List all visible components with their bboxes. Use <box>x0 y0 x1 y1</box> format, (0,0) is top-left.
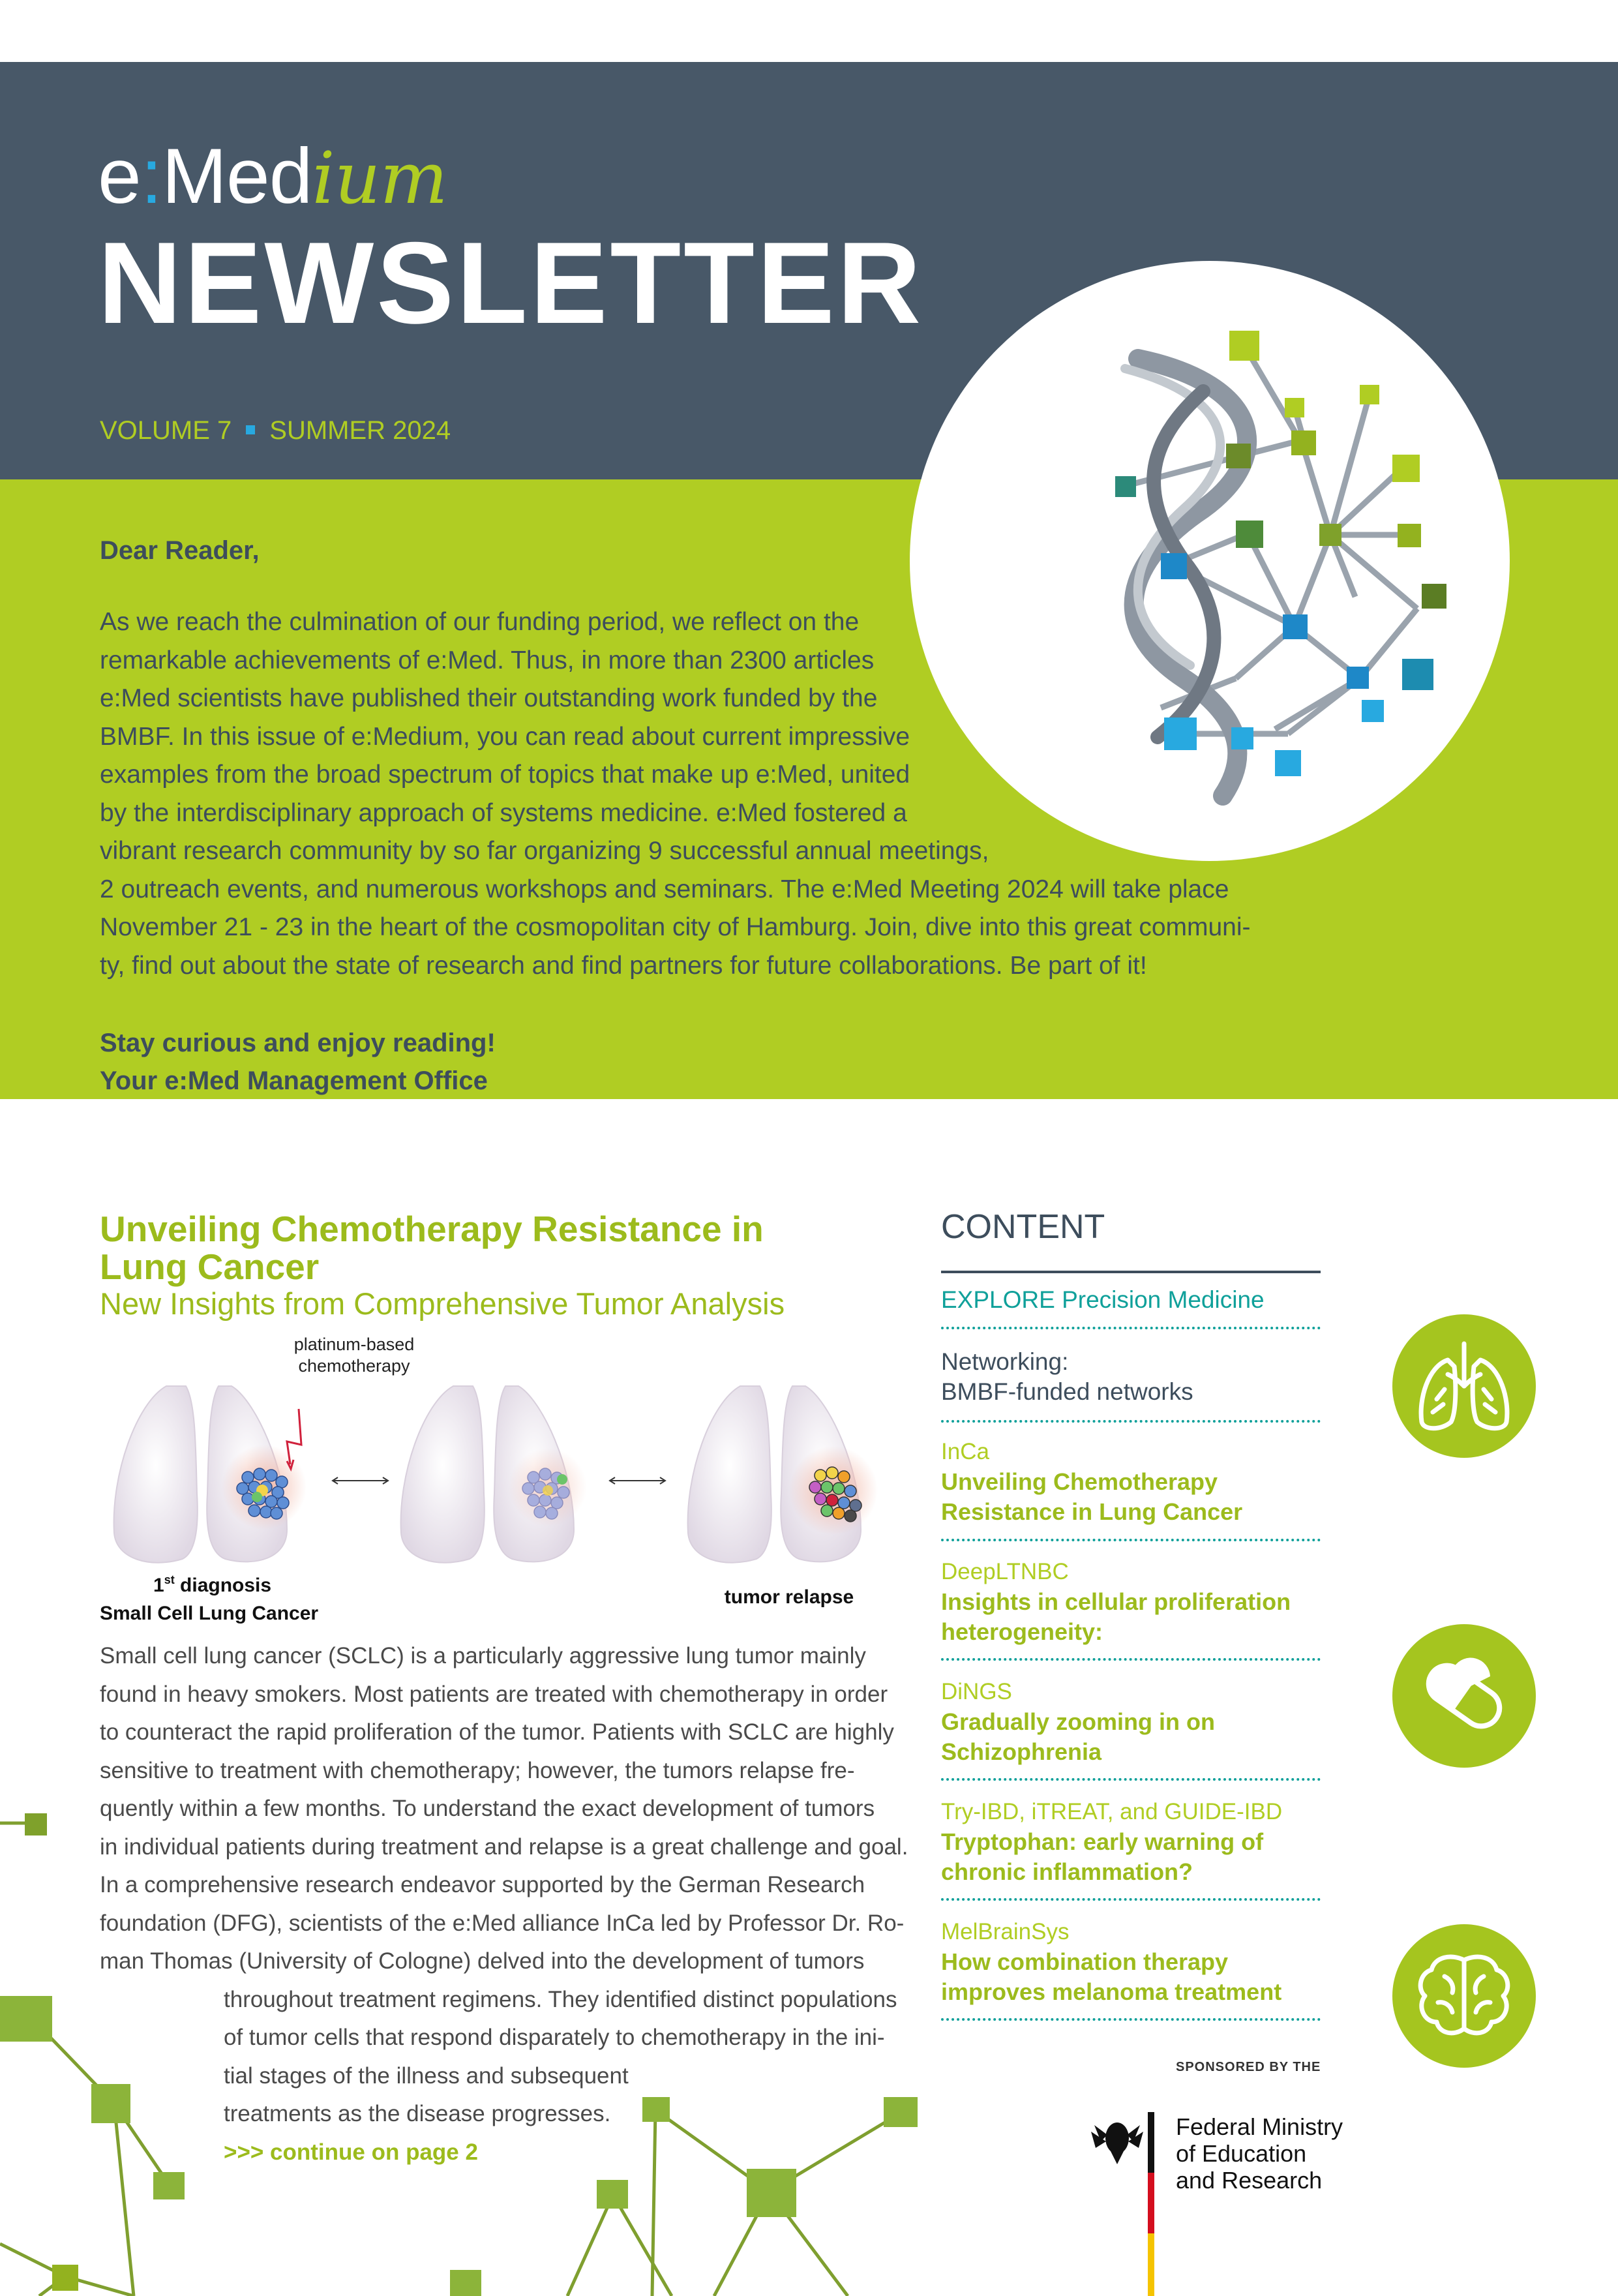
brain-icon <box>1392 1924 1536 2068</box>
article-line: quently within a few months. To understand the exact development of tumors <box>100 1796 875 1821</box>
toc-item-deepltnbc[interactable]: DeepLTNBC Insights in cellular proliferation heterogeneity: <box>941 1557 1321 1647</box>
intro-line: examples from the broad spectrum of topics that make up e:Med, united <box>100 761 910 789</box>
article-line: of tumor cells that respond disparately to chemotherapy in the ini- <box>224 2025 885 2050</box>
toc-divider <box>941 1539 1321 1541</box>
label-diagnosis: 1st diagnosis <box>153 1573 272 1596</box>
newsletter-title: NEWSLETTER <box>98 218 924 348</box>
label-chemo-2: chemotherapy <box>298 1356 410 1376</box>
article-line: treatments as the disease progresses. <box>224 2101 611 2126</box>
article-line: foundation (DFG), scientists of the e:Med alliance InCa led by Professor Dr. Ro- <box>100 1910 905 1936</box>
intro-line: As we reach the culmination of our funding period, we reflect on the <box>100 608 860 636</box>
continue-link[interactable]: >>> continue on page 2 <box>224 2139 478 2165</box>
toc-divider <box>941 1420 1321 1423</box>
bmbf-eagle-logo <box>1088 2112 1160 2296</box>
intro-line: remarkable achievements of e:Med. Thus, in more than 2300 articles <box>100 646 875 674</box>
separator-square <box>246 425 255 434</box>
label-relapse: tumor relapse <box>724 1586 854 1608</box>
bmbf-name: Federal Ministry of Education and Research <box>1176 2113 1343 2194</box>
emedium-logo: e:Medium <box>98 132 447 220</box>
label-chemo-1: platinum-based <box>293 1335 415 1354</box>
article-subtitle: New Insights from Comprehensive Tumor Analysis <box>100 1286 785 1321</box>
toc-item-dings[interactable]: DiNGS Gradually zooming in on Schizophrenia <box>941 1677 1321 1767</box>
article-line: In a comprehensive research endeavor supported by the German Research <box>100 1872 865 1897</box>
sponsor-label: SPONSORED BY THE <box>1176 2060 1321 2074</box>
toc-item-networking[interactable]: Networking: BMBF-funded networks <box>941 1347 1321 1407</box>
label-sclc: Small Cell Lung Cancer <box>100 1603 319 1624</box>
article-line: man Thomas (University of Cologne) delved into the development of tumors <box>100 1948 865 1974</box>
toc-divider <box>941 1898 1321 1901</box>
toc-item-melbrainsys[interactable]: MelBrainSys How combination therapy improves melanoma treatment <box>941 1917 1321 2007</box>
content-divider <box>941 1271 1321 1273</box>
content-heading: CONTENT <box>941 1208 1105 1246</box>
article-line: tial stages of the illness and subsequent <box>224 2062 629 2089</box>
signoff <box>100 1024 496 1100</box>
lung-pair-diagnosis <box>114 1386 307 1563</box>
intro-line: November 21 - 23 in the heart of the cosmopolitan city of Hamburg. Join, dive into this great communi- <box>100 913 1251 941</box>
lungs-icon <box>1392 1314 1536 1458</box>
toc-item-inca[interactable]: InCa Unveiling Chemotherapy Resistance in Lung Cancer <box>941 1437 1321 1527</box>
article-line: sensitive to treatment with chemotherapy; however, the tumors relapse fre- <box>100 1757 855 1783</box>
toc-divider <box>941 1327 1321 1329</box>
intro-line: ty, find out about the state of research and find partners for future collaborations. Be part of it! <box>100 951 1147 980</box>
volume-line <box>100 417 451 444</box>
toc-divider <box>941 1658 1321 1661</box>
lung-tumor-figure <box>98 1331 900 1631</box>
intro-paragraph <box>100 603 1326 985</box>
toc-item-ibd[interactable]: Try-IBD, iTREAT, and GUIDE-IBD Tryptophan: early warning of chronic inflammation? <box>941 1797 1321 1887</box>
article-line: throughout treatment regimens. They identified distinct populations <box>224 1986 897 2012</box>
signoff-line-1: Stay curious and enjoy reading! <box>100 1029 496 1057</box>
article-line: in individual patients during treatment and relapse is a great challenge and goal. <box>100 1834 908 1860</box>
volume-label: VOLUME 7 <box>100 416 232 445</box>
intro-line: BMBF. In this issue of e:Medium, you can read about current impressive <box>100 722 910 751</box>
article-line: to counteract the rapid proliferation of the tumor. Patients with SCLC are highly <box>100 1719 894 1745</box>
article-body <box>100 1637 908 2171</box>
article-line: Small cell lung cancer (SCLC) is a particularly aggressive lung tumor mainly <box>100 1643 866 1669</box>
intro-line: e:Med scientists have published their outstanding work funded by the <box>100 684 878 712</box>
article-line: found in heavy smokers. Most patients are treated with chemotherapy in order <box>100 1681 888 1707</box>
lung-pair-treatment <box>401 1386 587 1563</box>
toc-item-explore[interactable]: EXPLORE Precision Medicine <box>941 1285 1321 1315</box>
pill-icon <box>1392 1624 1536 1768</box>
greeting: Dear Reader, <box>100 536 260 565</box>
article-title: Unveiling Chemotherapy Resistance in Lung Cancer <box>100 1209 764 1287</box>
signoff-line-2: Your e:Med Management Office <box>100 1066 488 1095</box>
intro-line: 2 outreach events, and numerous workshops and seminars. The e:Med Meeting 2024 will take place <box>100 875 1229 903</box>
season-label: SUMMER 2024 <box>269 416 451 445</box>
intro-line: by the interdisciplinary approach of systems medicine. e:Med fostered a <box>100 798 907 827</box>
intro-line: vibrant research community by so far organizing 9 successful annual meetings, <box>100 837 989 865</box>
arrow-icon <box>333 1477 388 1484</box>
lung-pair-relapse <box>688 1386 878 1563</box>
toc-divider <box>941 2018 1321 2021</box>
arrow-icon <box>610 1477 665 1484</box>
toc-divider <box>941 1778 1321 1781</box>
